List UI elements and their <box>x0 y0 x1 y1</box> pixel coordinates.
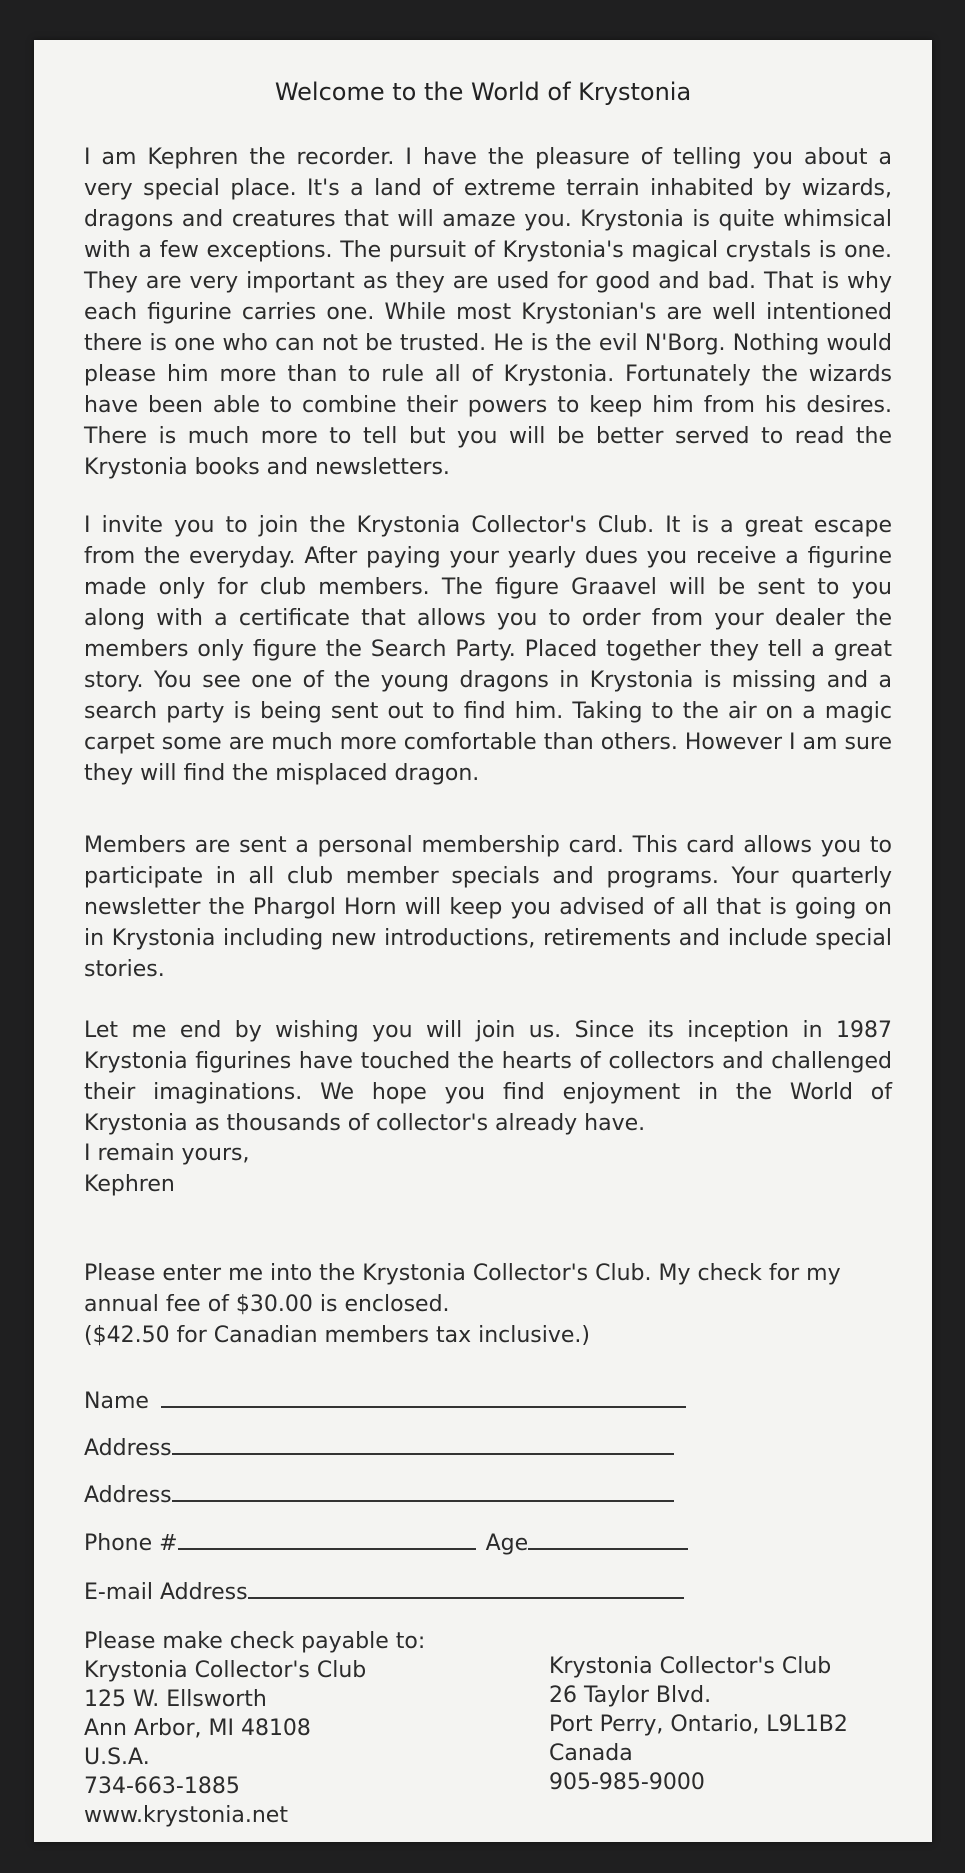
invitation-paragraph: I invite you to join the Krystonia Collector's Club. It is a great escape from the everyday. After paying your yearly dues you receive a figurine made only for club members. The figure Graavel will be sent to you along with a certificate that allows you to order from your dealer the members only figure the Search Party. Placed together they tell a great story. You see one of the young dragons in Krystonia is missing and a search party is being sent out to find him. Taking to the air on a magic carpet some are much more comfortable than others. However I am sure they will find the misplaced dragon. <box>84 513 892 786</box>
address-label: Address <box>84 1436 172 1461</box>
enrollment-statement <box>84 1258 892 1351</box>
membership-card-paragraph: Members are sent a personal membership card. This card allows you to participate in all club member specials and programs. Your quarterly newsletter the Phargol Horn will keep you advised of all that is going on in Krystonia including new introductions, retirements and include special stories. <box>84 833 892 982</box>
name-label: Name <box>84 1389 149 1414</box>
phone-number: 734-663-1885 <box>84 1774 240 1799</box>
phone-age-row[interactable] <box>84 1522 688 1556</box>
enrollment-line: annual fee of $30.00 is enclosed. <box>84 1292 450 1317</box>
signer-name: Kephren <box>84 1172 175 1197</box>
document-title: Welcome to the World of Krystonia <box>274 78 692 106</box>
sign-off: I remain yours, <box>84 1141 250 1166</box>
closing-paragraph: Let me end by wishing you will join us. Since its inception in 1987 Krystonia figurines have touched the hearts of collectors and challenged their imaginations. We hope you find enjoyment in the World of Krystonia as thousands of collector's already have. <box>84 1018 892 1136</box>
email-line[interactable] <box>248 1595 684 1599</box>
canada-address-block <box>549 1652 848 1797</box>
name-line[interactable] <box>161 1404 686 1408</box>
phone-line[interactable] <box>178 1546 476 1550</box>
name-field[interactable] <box>84 1380 686 1414</box>
payable-to-label: Please make check payable to: <box>84 1629 426 1654</box>
country: Canada <box>549 1741 633 1766</box>
address-line-1[interactable] <box>172 1451 674 1455</box>
street: 125 W. Ellsworth <box>84 1687 267 1712</box>
phone-label: Phone # <box>84 1531 178 1556</box>
address-line-2[interactable] <box>172 1498 674 1502</box>
street: 26 Taylor Blvd. <box>549 1683 712 1708</box>
phone-number: 905-985-9000 <box>549 1770 705 1795</box>
age-label: Age <box>485 1531 529 1556</box>
email-field[interactable] <box>84 1571 684 1605</box>
age-line[interactable] <box>528 1546 688 1550</box>
club-name: Krystonia Collector's Club <box>84 1658 367 1683</box>
address-field-2[interactable] <box>84 1474 674 1508</box>
enrollment-line: Please enter me into the Krystonia Collector's Club. My check for my <box>84 1261 841 1286</box>
usa-address-block <box>84 1627 425 1830</box>
intro-paragraph: I am Kephren the recorder. I have the pleasure of telling you about a very special place. It's a land of extreme terrain inhabited by wizards, dragons and creatures that will amaze you. Krystonia is quite whimsical with a few exceptions. The pursuit of Krystonia's magical crystals is one. They are very important as they are used for good and bad. That is why each figurine carries one. While most Krystonian's are well intentioned there is one who can not be trusted. He is the evil N'Borg. Nothing would please him more than to rule all of Krystonia. Fortunately the wizards have been able to combine their powers to keep him from his desires. There is much more to tell but you will be better served to read the Krystonia books and newsletters. <box>84 145 892 480</box>
club-flyer <box>34 40 932 1842</box>
email-label: E-mail Address <box>84 1580 248 1605</box>
website: www.krystonia.net <box>84 1803 288 1828</box>
signature-block <box>84 1138 249 1200</box>
city-province-postal: Port Perry, Ontario, L9L1B2 <box>549 1712 848 1737</box>
enrollment-line: ($42.50 for Canadian members tax inclusive.) <box>84 1323 590 1348</box>
address-label: Address <box>84 1483 172 1508</box>
club-name: Krystonia Collector's Club <box>549 1654 832 1679</box>
address-field-1[interactable] <box>84 1427 674 1461</box>
country: U.S.A. <box>84 1745 150 1770</box>
city-state-zip: Ann Arbor, MI 48108 <box>84 1716 311 1741</box>
